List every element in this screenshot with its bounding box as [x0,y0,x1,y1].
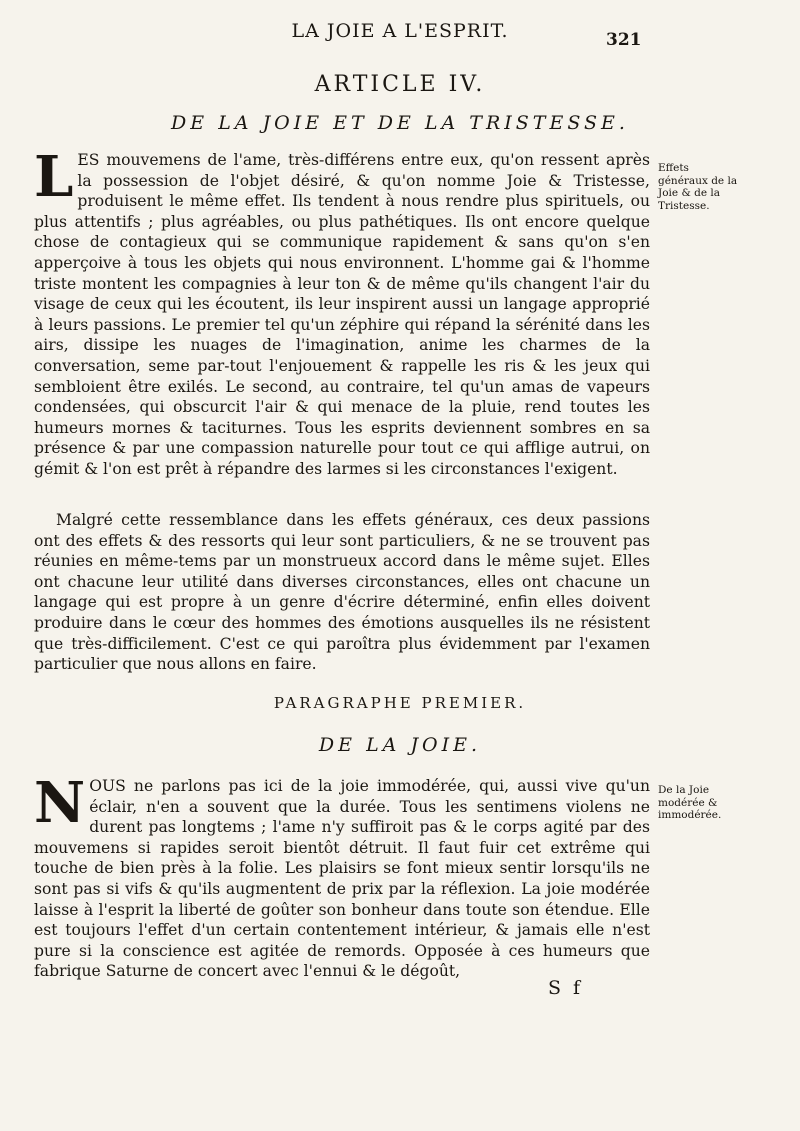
drop-cap-initial: N [34,770,86,836]
section-heading: PARAGRAPHE PREMIER. [273,694,527,712]
margin-note-effets: Effets généraux de la Joie & de la Tristesse. [658,162,738,212]
margin-note-joie: De la Joie modérée & immodérée. [658,784,722,821]
page-number: 321 [606,30,642,50]
paragraph-effets-generaux: Malgré cette ressemblance dans les effets généraux, ces deux passions ont des effets & des ressorts qui leur sont particuliers, & ne se trouvent pas réunies en même-tems par un monstrueux accord dans le même sujet. Elles ont chacune leur utilité dans diverses circonstances, elles ont chacune un langage qui est propre à un genre d'écrire déterminé, enfin elles doivent produire dans le cœur des hommes des émotions ausquelles ils ne résistent que très-difficilement. C'est ce qui paroîtra plus évidemment par l'examen particulier que nous allons en faire. [34,511,650,674]
section-subtitle: DE LA JOIE. [318,734,482,756]
paragraph-text: OUS ne parlons pas ici de la joie immodérée, qui, aussi vive qu'un éclair, n'en a souvent que la durée. Tous les sentimens violens ne durent pas longtems ; l'ame n'y suffiroit pas & le corps agité par des mouvemens si rapides seroit bientôt détruit. Il faut fuir cet extrême qui touche de bien près à la folie. Les plaisirs se font mieux sentir lorsqu'ils ne sont pas si vifs & qu'ils augmentent de prix par la réflexion. La joie modérée laisse à l'esprit la liberté de goûter son bonheur dans toute son étendue. Elle est toujours l'effet d'un certain contentement intérieur, & jamais elle n'est pure si la conscience est agitée de remords. Opposée à ces humeurs que fabrique Saturne de concert avec l'ennui & le dégoût, [34,777,650,981]
article-subtitle: DE LA JOIE ET DE LA TRISTESSE. [171,112,629,134]
paragraph-joie-tristesse [34,144,650,480]
paragraph-text: ES mouvemens de l'ame, très-différens entre eux, qu'on ressent après la possession de l'objet désiré, & qu'on nomme Joie & Tristesse, produisent le même effet. Ils tendent à nous rendre plus spirituels, ou plus attentifs ; plus agréables, ou plus pathétiques. Ils ont encore quelque chose de contagieux qui se communique rapidement & sans qu'on s'en apperçoive à tous les objets qui nous environnent. L'homme gai & l'homme triste montent les compagnies à leur ton & de même qu'ils changent l'air du visage de ceux qui les écoutent, ils leur inspirent aussi un langage approprié à leurs passions. Le premier tel qu'un zéphire qui répand la sérénité dans les airs, dissipe les nuages de l'imagination, anime les charmes de la conversation, seme par-tout l'enjouement & rappelle les ris & les jeux qui sembloient être exilés. Le second, au contraire, tel qu'un amas de vapeurs condensées, qui obscurcit l'air & qui menace de la pluie, rend toutes les humeurs mornes & taciturnes. Tous les esprits deviennent sombres en sa présence & par une compassion naturelle pour tout ce qui afflige autrui, on gémit & l'on est prêt à répandre des larmes si les circonstances l'exigent. [34,151,650,478]
running-title: LA JOIE A L'ESPRIT. [291,20,509,42]
signature-mark: S f [548,977,584,999]
drop-cap-initial: L [34,144,74,210]
article-title: ARTICLE IV. [314,72,486,97]
paragraph-de-la-joie [34,770,650,982]
